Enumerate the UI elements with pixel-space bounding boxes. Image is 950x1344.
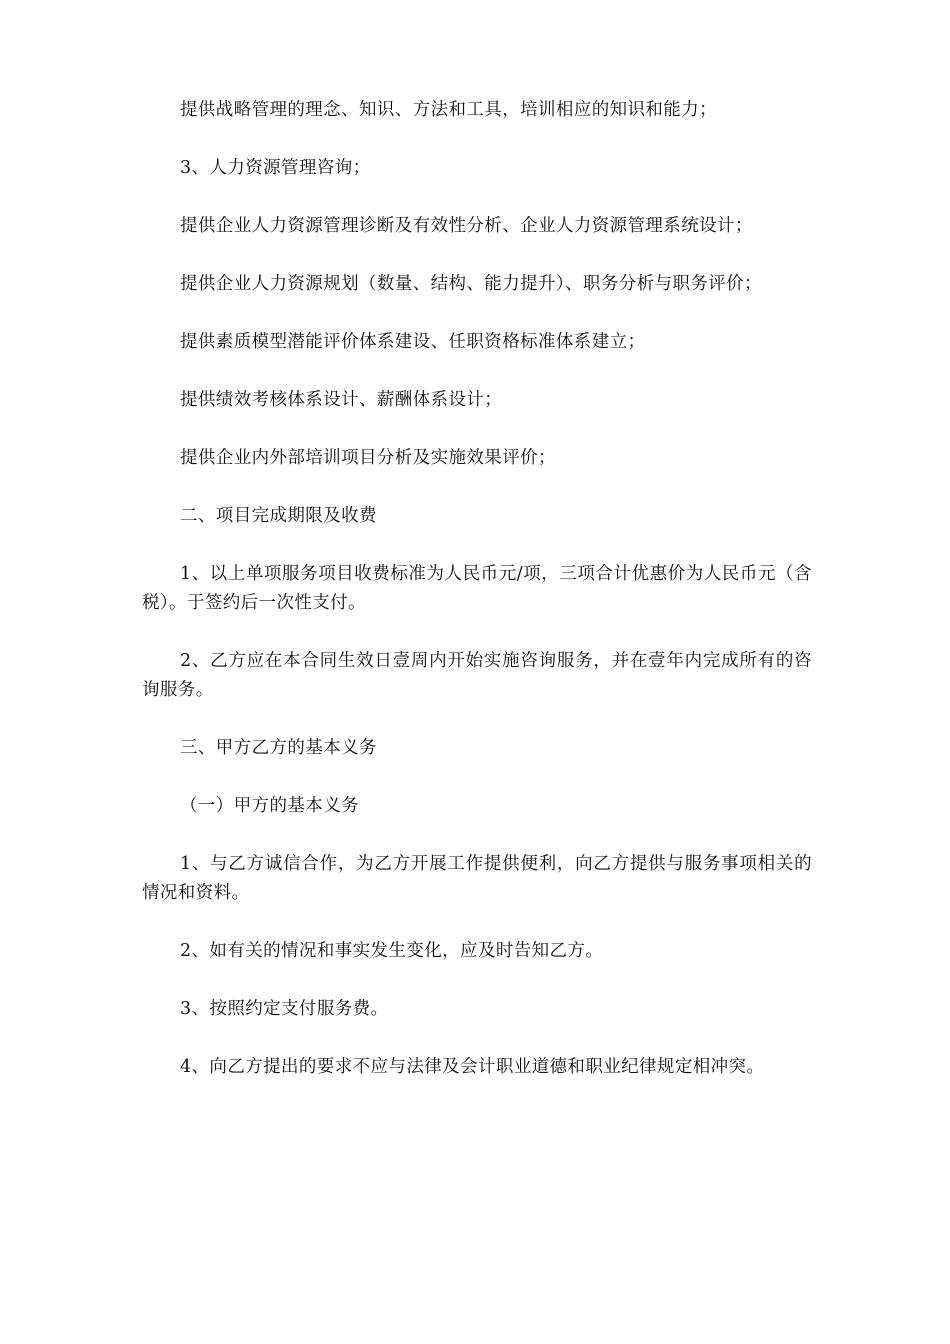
paragraph-fee-standard: 1、以上单项服务项目收费标准为人民币元/项，三项合计优惠价为人民币元（含税）。于签约后一次性支付。 (142, 564, 812, 613)
paragraph-service-period: 2、乙方应在本合同生效日壹周内开始实施咨询服务，并在壹年内完成所有的咨询服务。 (142, 651, 812, 700)
paragraph-strategy-training: 提供战略管理的理念、知识、方法和工具，培训相应的知识和能力； (180, 100, 717, 120)
paragraph-hr-diagnosis: 提供企业人力资源管理诊断及有效性分析、企业人力资源管理系统设计； (180, 216, 753, 236)
section-heading-term-fees: 二、项目完成期限及收费 (180, 506, 377, 526)
document-body (142, 96, 812, 1111)
paragraph-performance-salary: 提供绩效考核体系设计、薪酬体系设计； (180, 390, 503, 410)
paragraph-hr-consulting-heading: 3、人力资源管理咨询； (180, 158, 371, 178)
paragraph-party-a-cooperation: 1、与乙方诚信合作，为乙方开展工作提供便利，向乙方提供与服务事项相关的情况和资料。 (142, 854, 812, 903)
paragraph-hr-planning: 提供企业人力资源规划（数量、结构、能力提升）、职务分析与职务评价； (180, 274, 762, 294)
section-heading-basic-obligations: 三、甲方乙方的基本义务 (180, 738, 377, 758)
paragraph-party-a-requirements: 4、向乙方提出的要求不应与法律及会计职业道德和职业纪律规定相冲突。 (180, 1057, 765, 1077)
paragraph-competency-model: 提供素质模型潜能评价体系建设、任职资格标准体系建立； (180, 332, 646, 352)
paragraph-party-a-notify-changes: 2、如有关的情况和事实发生变化，应及时告知乙方。 (180, 941, 604, 961)
subsection-heading-party-a-obligations: （一）甲方的基本义务 (180, 796, 359, 816)
paragraph-training-evaluation: 提供企业内外部培训项目分析及实施效果评价； (180, 448, 556, 468)
paragraph-party-a-pay-fees: 3、按照约定支付服务费。 (180, 999, 389, 1019)
